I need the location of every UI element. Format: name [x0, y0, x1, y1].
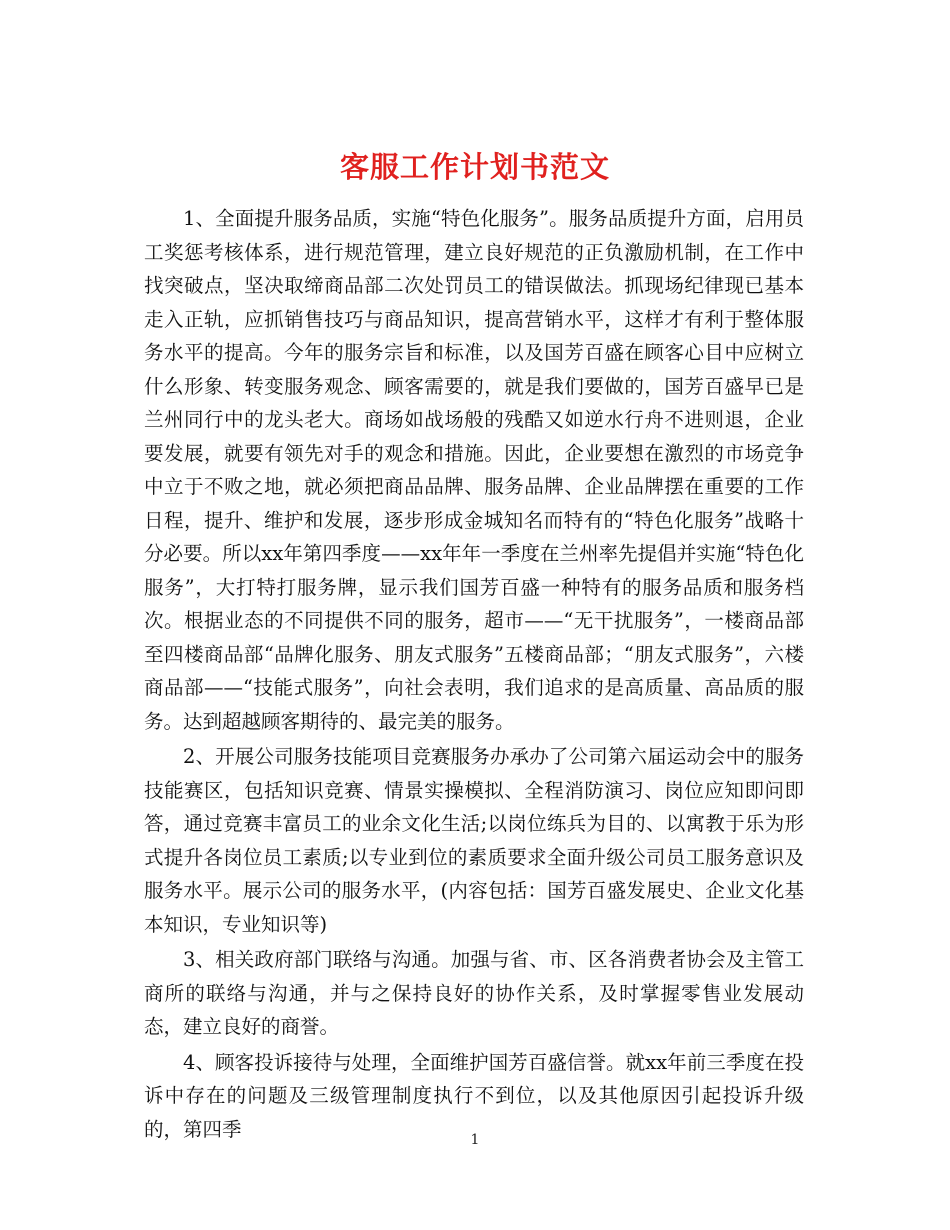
paragraph-1: 1、全面提升服务品质，实施“特色化服务”。服务品质提升方面，启用员工奖惩考核体系，进行规范管理，建立良好规范的正负激励机制，在工作中找突破点，坚决取缔商品部二次处罚员工的错误做法。抓现场纪律现已基本走入正轨，应抓销售技巧与商品知识，提高营销水平，这样才有利于整体服务水平的提高。今年的服务宗旨和标准，以及国芳百盛在顾客心目中应树立什么形象、转变服务观念、顾客需要的，就是我们要做的，国芳百盛早已是兰州同行中的龙头老大。商场如战场般的残酷又如逆水行舟不进则退，企业要发展，就要有领先对手的观念和措施。因此，企业要想在激烈的市场竞争中立于不败之地，就必须把商品品牌、服务品牌、企业品牌摆在重要的工作日程，提升、维护和发展，逐步形成金城知名而特有的“特色化服务”战略十分必要。所以xx年第四季度——xx年年一季度在兰州率先提倡并实施“特色化服务”，大打特打服务牌，显示我们国芳百盛一种特有的服务品质和服务档次。根据业态的不同提供不同的服务，超市——“无干扰服务”，一楼商品部至四楼商品部“品牌化服务、朋友式服务”五楼商品部；“朋友式服务”，六楼商品部——“技能式服务”，向社会表明，我们追求的是高质量、高品质的服务。达到超越顾客期待的、最完美的服务。 — [144, 207, 804, 733]
page-number: 1 — [470, 1132, 480, 1148]
document-body — [144, 202, 804, 1146]
document-title: 客服工作计划书范文 — [339, 150, 610, 185]
paragraph-3: 3、相关政府部门联络与沟通。加强与省、市、区各消费者协会及主管工商所的联络与沟通，并与之保持良好的协作关系，及时掌握零售业发展动态，建立良好的商誉。 — [144, 948, 804, 1038]
paragraph-4: 4、顾客投诉接待与处理，全面维护国芳百盛信誉。就xx年前三季度在投诉中存在的问题及三级管理制度执行不到位，以及其他原因引起投诉升级的，第四季 — [144, 1050, 804, 1141]
paragraph-2: 2、开展公司服务技能项目竞赛服务办承办了公司第六届运动会中的服务技能赛区，包括知识竞赛、情景实操模拟、全程消防演习、岗位应知即问即答，通过竞赛丰富员工的业余文化生活;以岗位练兵为目的、以寓教于乐为形式提升各岗位员工素质;以专业到位的素质要求全面升级公司员工服务意识及服务水平。展示公司的服务水平，(内容包括：国芳百盛发展史、企业文化基本知识，专业知识等) — [144, 745, 804, 936]
